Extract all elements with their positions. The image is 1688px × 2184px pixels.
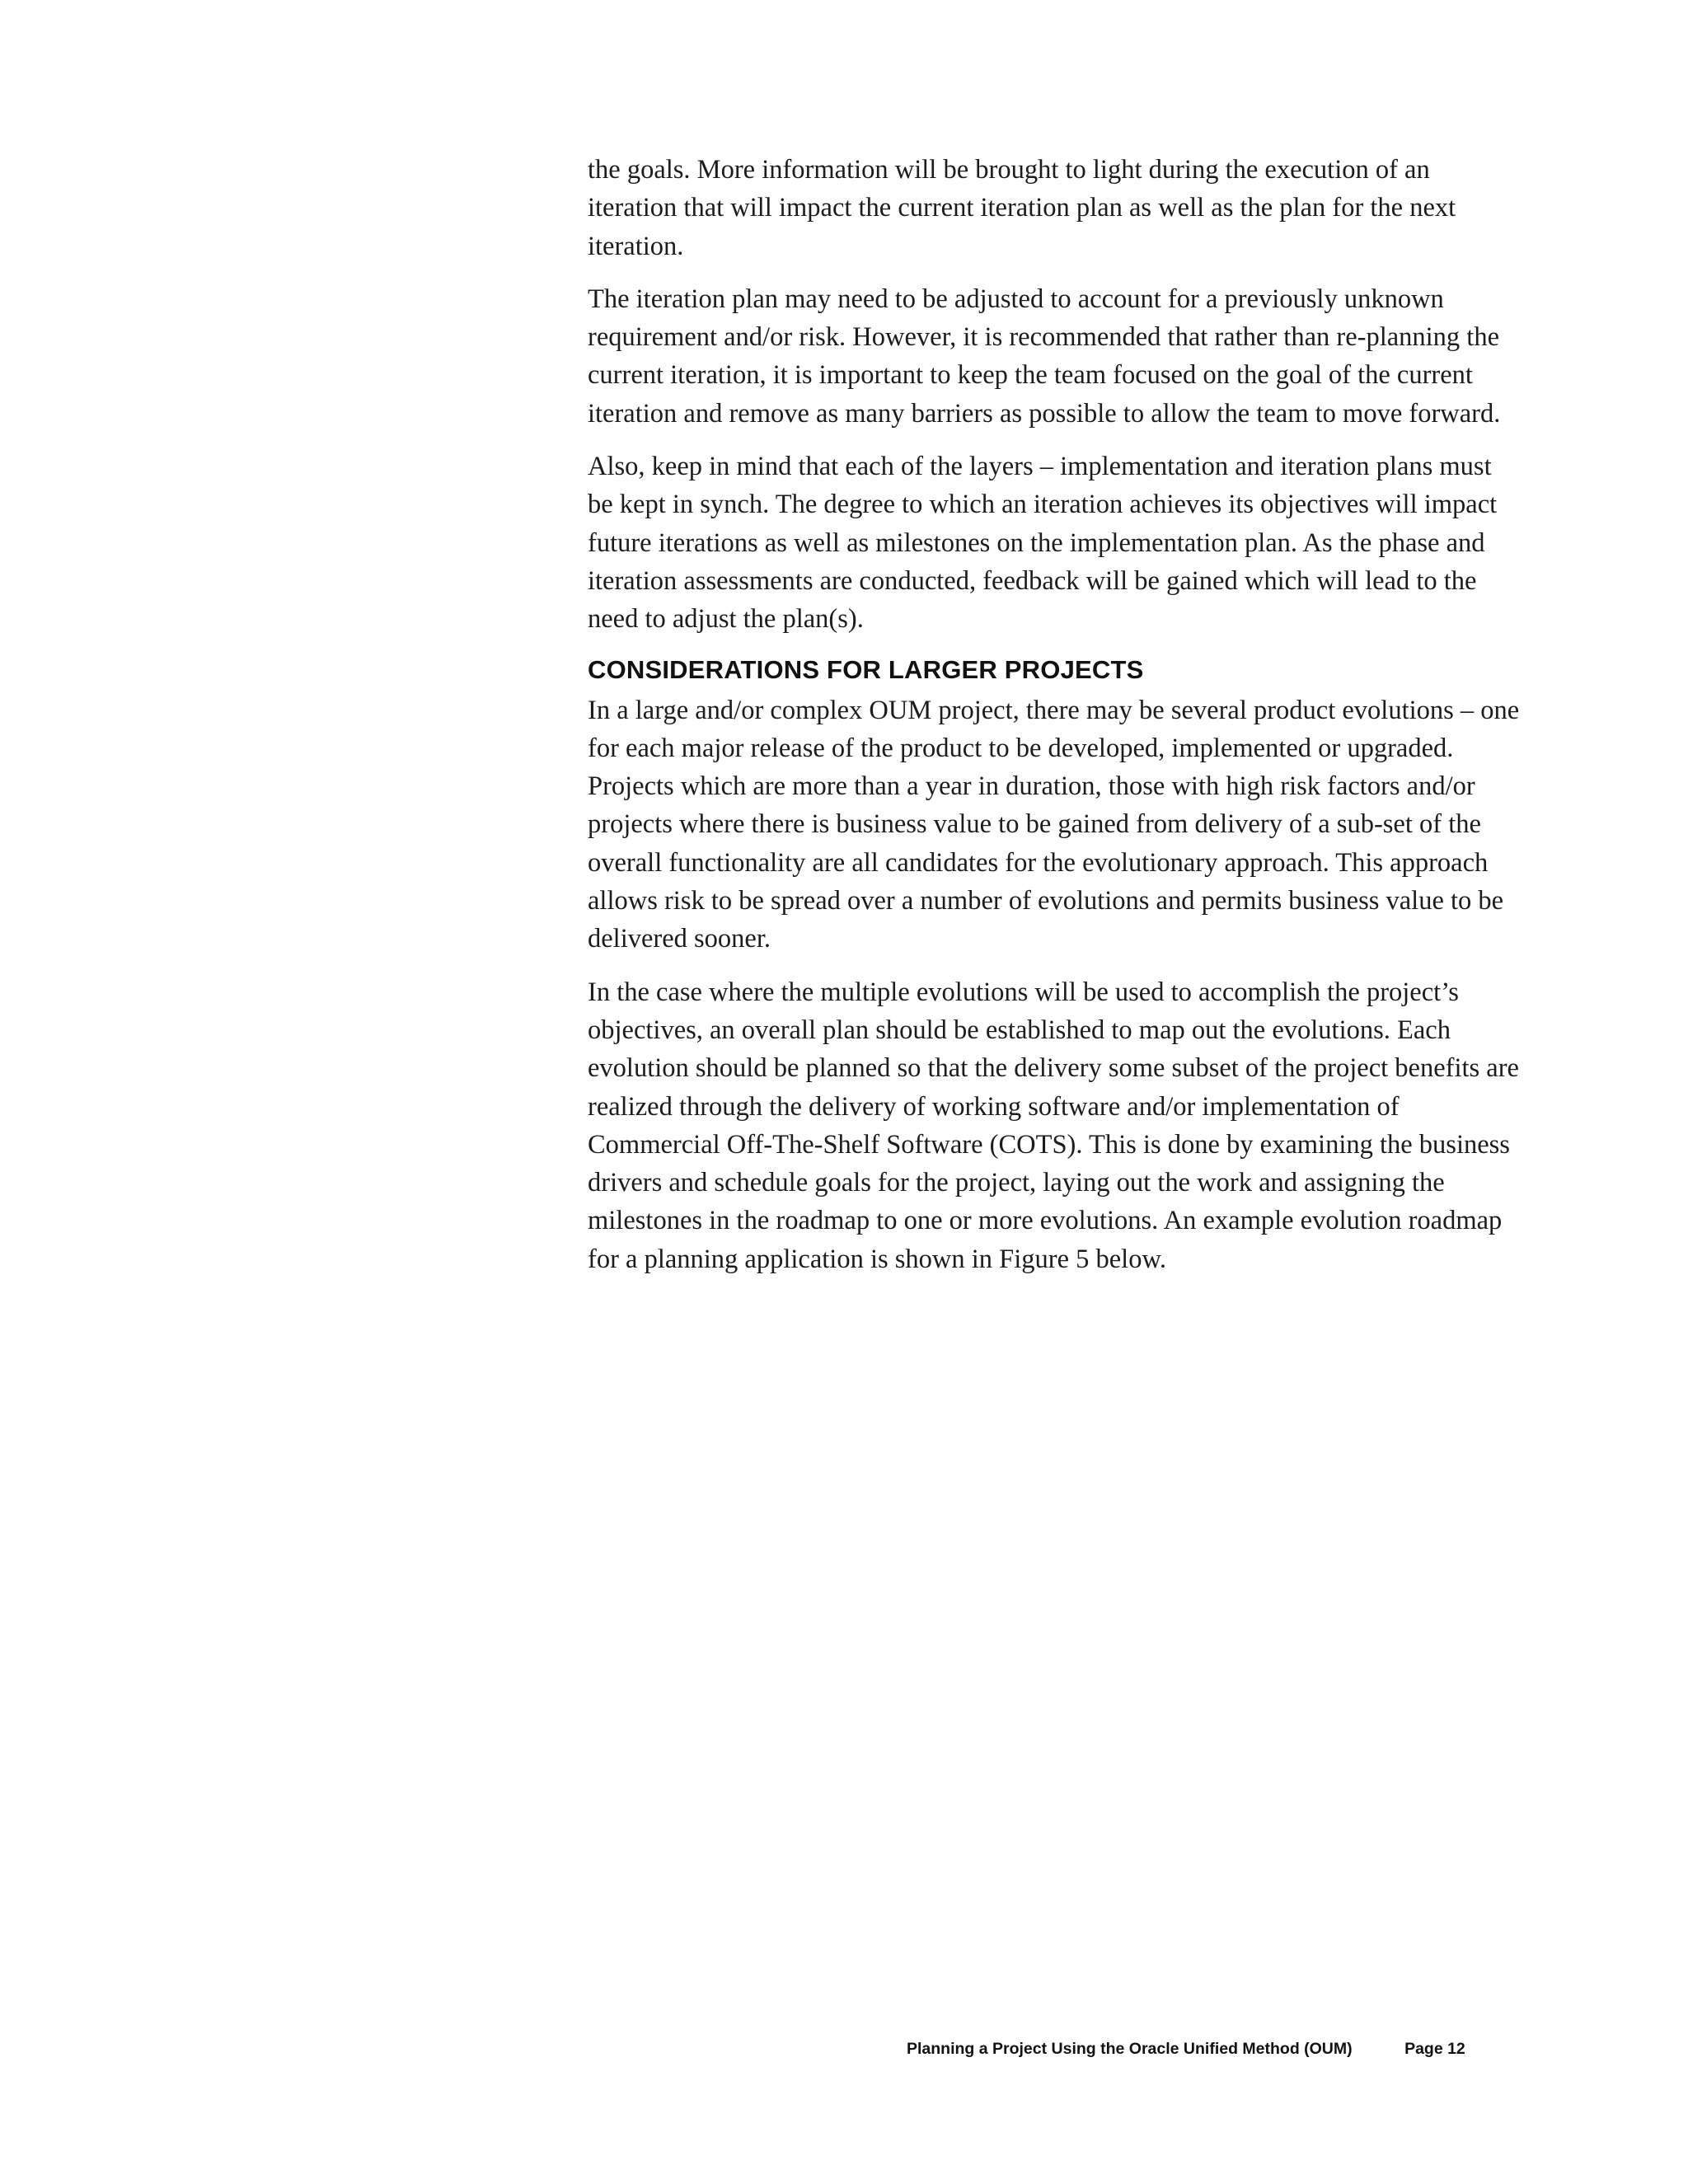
page-body [588, 151, 1523, 1293]
paragraph-evolution-roadmap: In the case where the multiple evolutions will be used to accomplish the project’s objectives, an overall plan should be established to map out the evolutions. Each evolution should be planned so that the delivery some subset of the project benefits are realized through the delivery of working software and/or implementation of Commercial Off-The-Shelf Software (COTS). This is done by examining the business drivers and schedule goals for the project, laying out the work and assigning the milestones in the roadmap to one or more evolutions. An example evolution roadmap for a planning application is shown in Figure 5 below. [588, 977, 1519, 1274]
paragraph-product-evolutions: In a large and/or complex OUM project, there may be several product evolutions – one for each major release of the product to be developed, implemented or upgraded. Projects which are more than a year in duration, those with high risk factors and/or projects where there is business value to be gained from delivery of a sub-set of the overall functionality are all candidates for the evolutionary approach. This approach allows risk to be spread over a number of evolutions and permits business value to be delivered sooner. [588, 695, 1520, 954]
section-heading: CONSIDERATIONS FOR LARGER PROJECTS [588, 654, 1144, 684]
page-number: Page 12 [1404, 2040, 1465, 2058]
paragraph-iteration-adjustment: The iteration plan may need to be adjusted to account for a previously unknown requirement and/or risk. However, it is recommended that rather than re-planning the current iteration, it is important to keep the team focused on the goal of the current iteration and remove as many barriers as possible to allow the team to move forward. [588, 284, 1501, 429]
paragraph-iteration-goals: the goals. More information will be brought to light during the execution of an iteration that will impact the current iteration plan as well as the plan for the next iteration. [588, 155, 1456, 261]
footer-document-title: Planning a Project Using the Oracle Unified Method (OUM) [907, 2040, 1353, 2058]
paragraph-plan-synch: Also, keep in mind that each of the layers – implementation and iteration plans must be kept in synch. The degree to which an iteration achieves its objectives will impact future iterations as well as milestones on the implementation plan. As the phase and iteration assessments are conducted, feedback will be gained which will lead to the need to adjust the plan(s). [588, 452, 1498, 635]
page-footer [907, 2039, 1465, 2059]
